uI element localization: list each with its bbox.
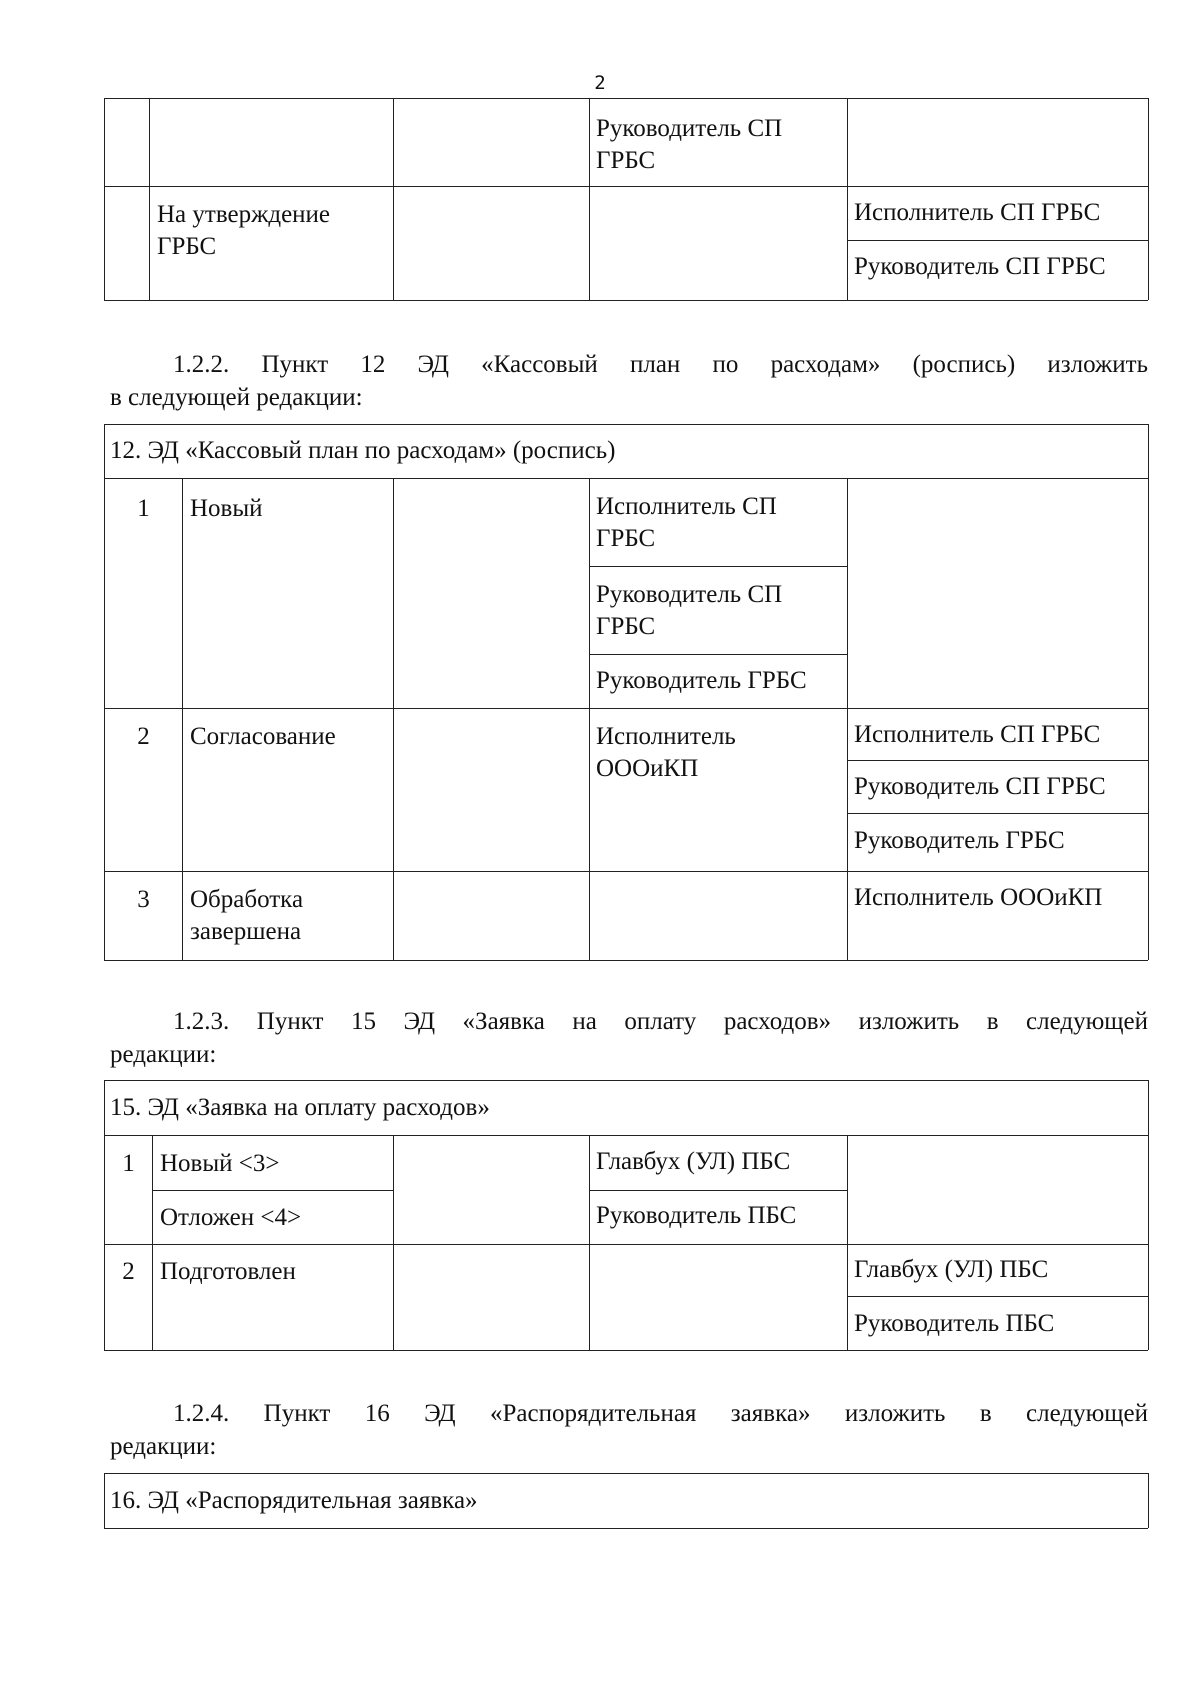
- cell-text: Руководитель ГРБС: [854, 827, 1065, 854]
- cell-text: Главбух (УЛ) ПБС: [854, 1256, 1049, 1283]
- paragraph-line: 1.2.2. Пункт 12 ЭД «Кассовый план по расходам» (роспись) изложить: [173, 351, 1148, 378]
- cell-text: Руководитель СП: [596, 115, 783, 142]
- cell-text: Исполнитель СП: [596, 493, 777, 520]
- cell-text: Исполнитель СП ГРБС: [854, 199, 1101, 226]
- paragraph-line: редакции:: [110, 1041, 217, 1068]
- cell-text: Руководитель ГРБС: [596, 667, 807, 694]
- cell-text: ГРБС: [596, 613, 656, 640]
- cell-text: ОООиКП: [596, 755, 699, 782]
- paragraph-line: 1.2.4. Пункт 16 ЭД «Распорядительная заявка» изложить в следующей: [173, 1400, 1148, 1427]
- cell-text: Исполнитель ОООиКП: [854, 884, 1103, 911]
- stage-label: завершена: [190, 918, 302, 945]
- paragraph-1-2-2: [110, 348, 1148, 414]
- row-number: 3: [137, 886, 150, 913]
- cell-text: Исполнитель: [596, 723, 736, 750]
- stage-label: Согласование: [190, 723, 336, 750]
- table-title: 12. ЭД «Кассовый план по расходам» (роспись): [110, 437, 616, 464]
- cell-text: Руководитель ПБС: [596, 1202, 797, 1229]
- row-number: 2: [122, 1258, 135, 1285]
- table-title: 16. ЭД «Распорядительная заявка»: [110, 1487, 478, 1514]
- row-number: 1: [137, 495, 150, 522]
- paragraph-line: 1.2.3. Пункт 15 ЭД «Заявка на оплату расходов» изложить в следующей: [173, 1008, 1148, 1035]
- paragraph-line: редакции:: [110, 1433, 217, 1460]
- row-number: 1: [122, 1150, 135, 1177]
- stage-label: Обработка: [190, 886, 304, 913]
- stage-label: Новый <3>: [160, 1150, 280, 1177]
- cell-text: Руководитель СП ГРБС: [854, 253, 1106, 280]
- paragraph-1-2-3: [110, 1005, 1148, 1071]
- row-number: 2: [137, 723, 150, 750]
- cell-text: Руководитель ПБС: [854, 1310, 1055, 1337]
- cell-text: Руководитель СП ГРБС: [854, 773, 1106, 800]
- cell-text: ГРБС: [596, 147, 656, 174]
- stage-label: Подготовлен: [160, 1258, 296, 1285]
- paragraph-line: в следующей редакции:: [110, 384, 363, 411]
- stage-label: На утверждение: [157, 201, 331, 228]
- paragraph-1-2-4: [110, 1397, 1148, 1463]
- cell-text: ГРБС: [596, 525, 656, 552]
- cell-text: Исполнитель СП ГРБС: [854, 721, 1101, 748]
- stage-label: ГРБС: [157, 233, 217, 260]
- cell-text: Руководитель СП: [596, 581, 783, 608]
- table-title: 15. ЭД «Заявка на оплату расходов»: [110, 1094, 490, 1121]
- stage-label: Отложен <4>: [160, 1204, 302, 1231]
- page-number: 2: [594, 72, 606, 94]
- stage-label: Новый: [190, 495, 263, 522]
- cell-text: Главбух (УЛ) ПБС: [596, 1148, 791, 1175]
